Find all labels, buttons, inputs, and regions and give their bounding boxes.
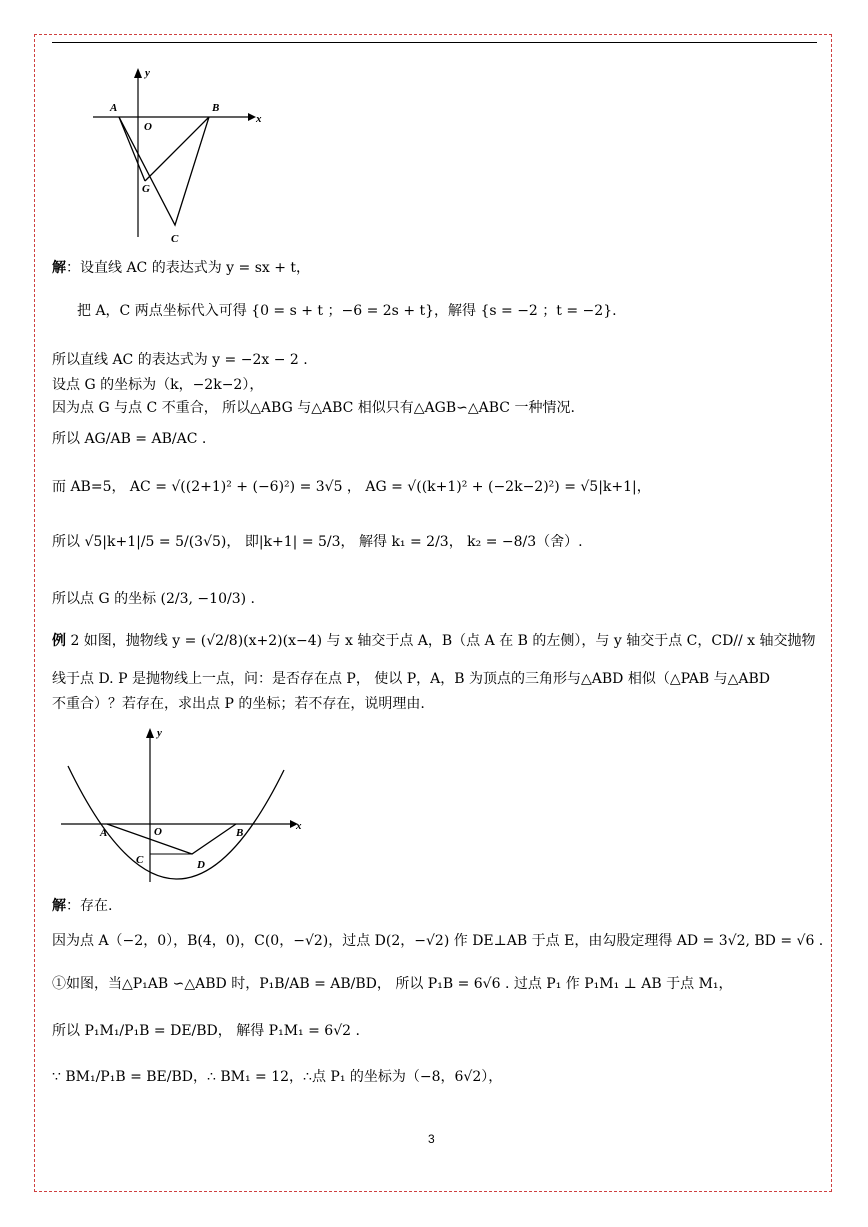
solution-1-line-6: 所以 AG/AB = AB/AC .	[52, 431, 207, 447]
solution-1-line-1: ：设直线 AC 的表达式为 y = sx + t，	[66, 260, 311, 276]
solution-2-line-2: 因为点 A（−2，0），B(4，0)，C(0，−√2)，过点 D(2，−√2) 作 DE⊥AB 于点 E，由勾股定理得 AD = 3√2, BD = √6 .	[52, 933, 824, 949]
solution-1-line-4: 设点 G 的坐标为（k，−2k−2），	[52, 377, 264, 393]
solution-1-line-9: 所以点 G 的坐标 (2/3, −10/3) .	[52, 591, 255, 607]
fig2-x-label: x	[296, 820, 302, 832]
solution-1-line-8: 所以 √5|k+1|/5 = 5/(3√5)， 即|k+1| = 5/3， 解得 k₁ = 2/3， k₂ = −8/3（舍）.	[52, 534, 583, 550]
fig1-G-label: G	[142, 183, 150, 195]
figure-1-coordinate-diagram	[88, 62, 273, 252]
solution-2-line-4: 所以 P₁M₁/P₁B = DE/BD， 解得 P₁M₁ = 6√2 .	[52, 1023, 360, 1039]
fig2-A-label: A	[100, 827, 108, 839]
fig1-A-label: A	[110, 102, 118, 114]
example-2-line-3: 不重合）？若存在，求出点 P 的坐标；若不存在，说明理由.	[52, 696, 425, 712]
solution-1-label: 解	[52, 260, 66, 276]
example-2-label: 例	[52, 633, 66, 649]
solution-2-line-1: ：存在.	[66, 898, 113, 914]
fig2-B-label: B	[236, 827, 244, 839]
fig1-B-label: B	[212, 102, 220, 114]
fig1-O-label: O	[144, 121, 152, 133]
solution-1-line-5: 因为点 G 与点 C 不重合， 所以△ABG 与△ABC 相似只有△AGB∽△ABC 一种情况.	[52, 400, 575, 416]
solution-1-line-3: 所以直线 AC 的表达式为 y = −2x − 2 .	[52, 352, 308, 368]
example-2-line-2: 线于点 D. P 是抛物线上一点，问：是否存在点 P， 使以 P，A，B 为顶点的三角形与△ABD 相似（△PAB 与△ABD	[52, 671, 770, 687]
solution-1-line-7: 而 AB=5， AC = √((2+1)² + (−6)²) = 3√5 ， AG = √((k+1)² + (−2k−2)²) = √5|k+1|，	[52, 479, 651, 495]
solution-2-label: 解	[52, 898, 66, 914]
figure-2-parabola-diagram	[58, 722, 308, 887]
page-number: 3	[428, 1132, 435, 1146]
solution-1-line-2: 把 A，C 两点坐标代入可得 {0 = s + t ；−6 = 2s + t}，解得 {s = −2 ；t = −2}.	[77, 303, 617, 319]
fig2-O-label: O	[154, 826, 162, 838]
solution-2-line-3: ①如图，当△P₁AB ∽△ABD 时，P₁B/AB = AB/BD， 所以 P₁B = 6√6 . 过点 P₁ 作 P₁M₁ ⊥ AB 于点 M₁，	[52, 976, 733, 992]
fig1-C-label: C	[171, 233, 179, 245]
header-rule	[52, 42, 817, 43]
fig2-C-label: C	[136, 854, 144, 866]
solution-2-line-5: ∵ BM₁/P₁B = BE/BD，∴ BM₁ = 12，∴点 P₁ 的坐标为（−8，6√2），	[52, 1069, 503, 1085]
fig2-y-label: y	[157, 727, 162, 739]
fig1-y-label: y	[145, 67, 150, 79]
fig2-D-label: D	[197, 859, 205, 871]
example-2-line-1: 2 如图，抛物线 y = (√2/8)(x+2)(x−4) 与 x 轴交于点 A，B（点 A 在 B 的左侧），与 y 轴交于点 C，CD// x 轴交抛物	[66, 633, 816, 649]
fig1-x-label: x	[256, 113, 262, 125]
